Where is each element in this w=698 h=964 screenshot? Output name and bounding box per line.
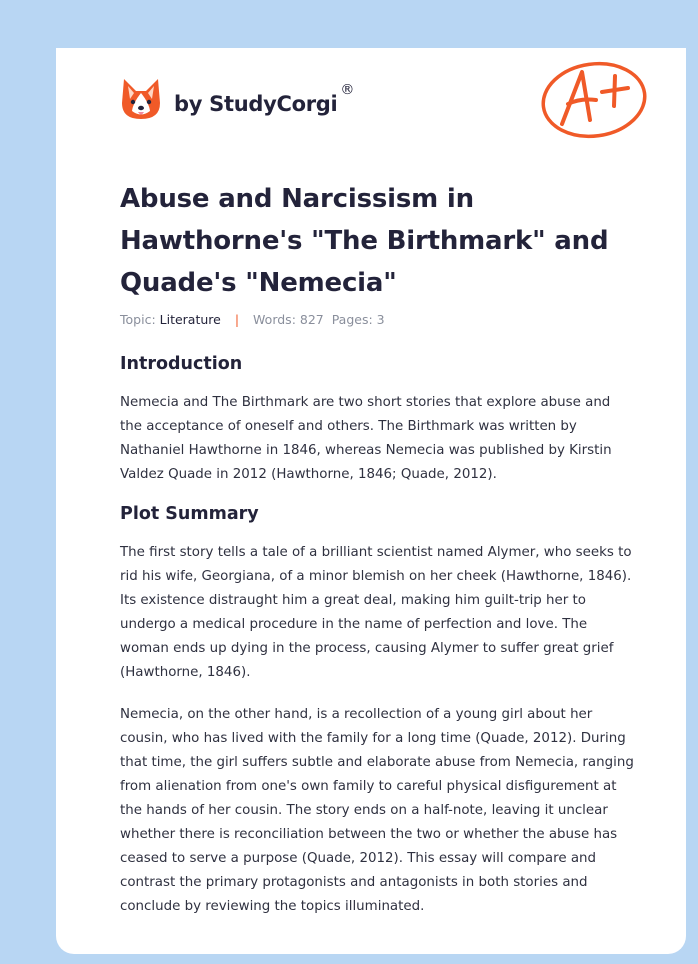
section-heading-plot-summary: Plot Summary <box>120 504 259 524</box>
paragraph: Nemecia and The Birthmark are two short stories that explore abuse and the acceptance of oneself and others. The Birthmark was written by Nathaniel Hawthorne in 1846, whereas Nemecia was published by Kirstin Valdez Quade in 2012 (Hawthorne, 1846; Quade, 2012). <box>120 395 612 482</box>
brand-name-text: by StudyCorgi <box>174 92 338 116</box>
brand-name <box>174 82 355 116</box>
a-plus-grade-icon <box>538 58 650 142</box>
brand-header[interactable] <box>120 76 354 122</box>
corgi-icon <box>120 77 162 121</box>
document-meta <box>120 312 385 327</box>
meta-separator: | <box>234 312 240 327</box>
section-heading-introduction: Introduction <box>120 354 243 374</box>
word-count: Words: 827 <box>253 312 324 327</box>
document-page <box>56 48 686 954</box>
topic-link[interactable]: Literature <box>159 312 221 327</box>
paragraph: Nemecia, on the other hand, is a recollection of a young girl about her cousin, who has lived with the family for a long time (Quade, 2012). During that time, the girl suffers subtle and elaborate abuse from Nemecia, ranging from alienation from one's own family to careful physical disfigurement at the hands of her cousin. The story ends on a half-note, leaving it unclear whether there is reconciliation between the two or whether the abuse has ceased to serve a purpose (Quade, 2012). This essay will compare and contrast the primary protagonists and antagonists in both stories and conclude by reviewing the topics illuminated. <box>120 707 634 914</box>
document-title: Abuse and Narcissism in Hawthorne's "The Birthmark" and Quade's "Nemecia" <box>120 184 609 298</box>
page-count: Pages: 3 <box>331 312 385 327</box>
topic-label: Topic: <box>120 312 156 327</box>
paragraph: The first story tells a tale of a brilliant scientist named Alymer, who seeks to rid his wife, Georgiana, of a minor blemish on her cheek (Hawthorne, 1846). Its existence distraught him a great deal, making him guilt-trip her to undergo a medical procedure in the name of perfection and love. The woman ends up dying in the process, causing Alymer to suffer great grief (Hawthorne, 1846). <box>120 545 632 680</box>
registered-mark: ® <box>340 82 355 98</box>
